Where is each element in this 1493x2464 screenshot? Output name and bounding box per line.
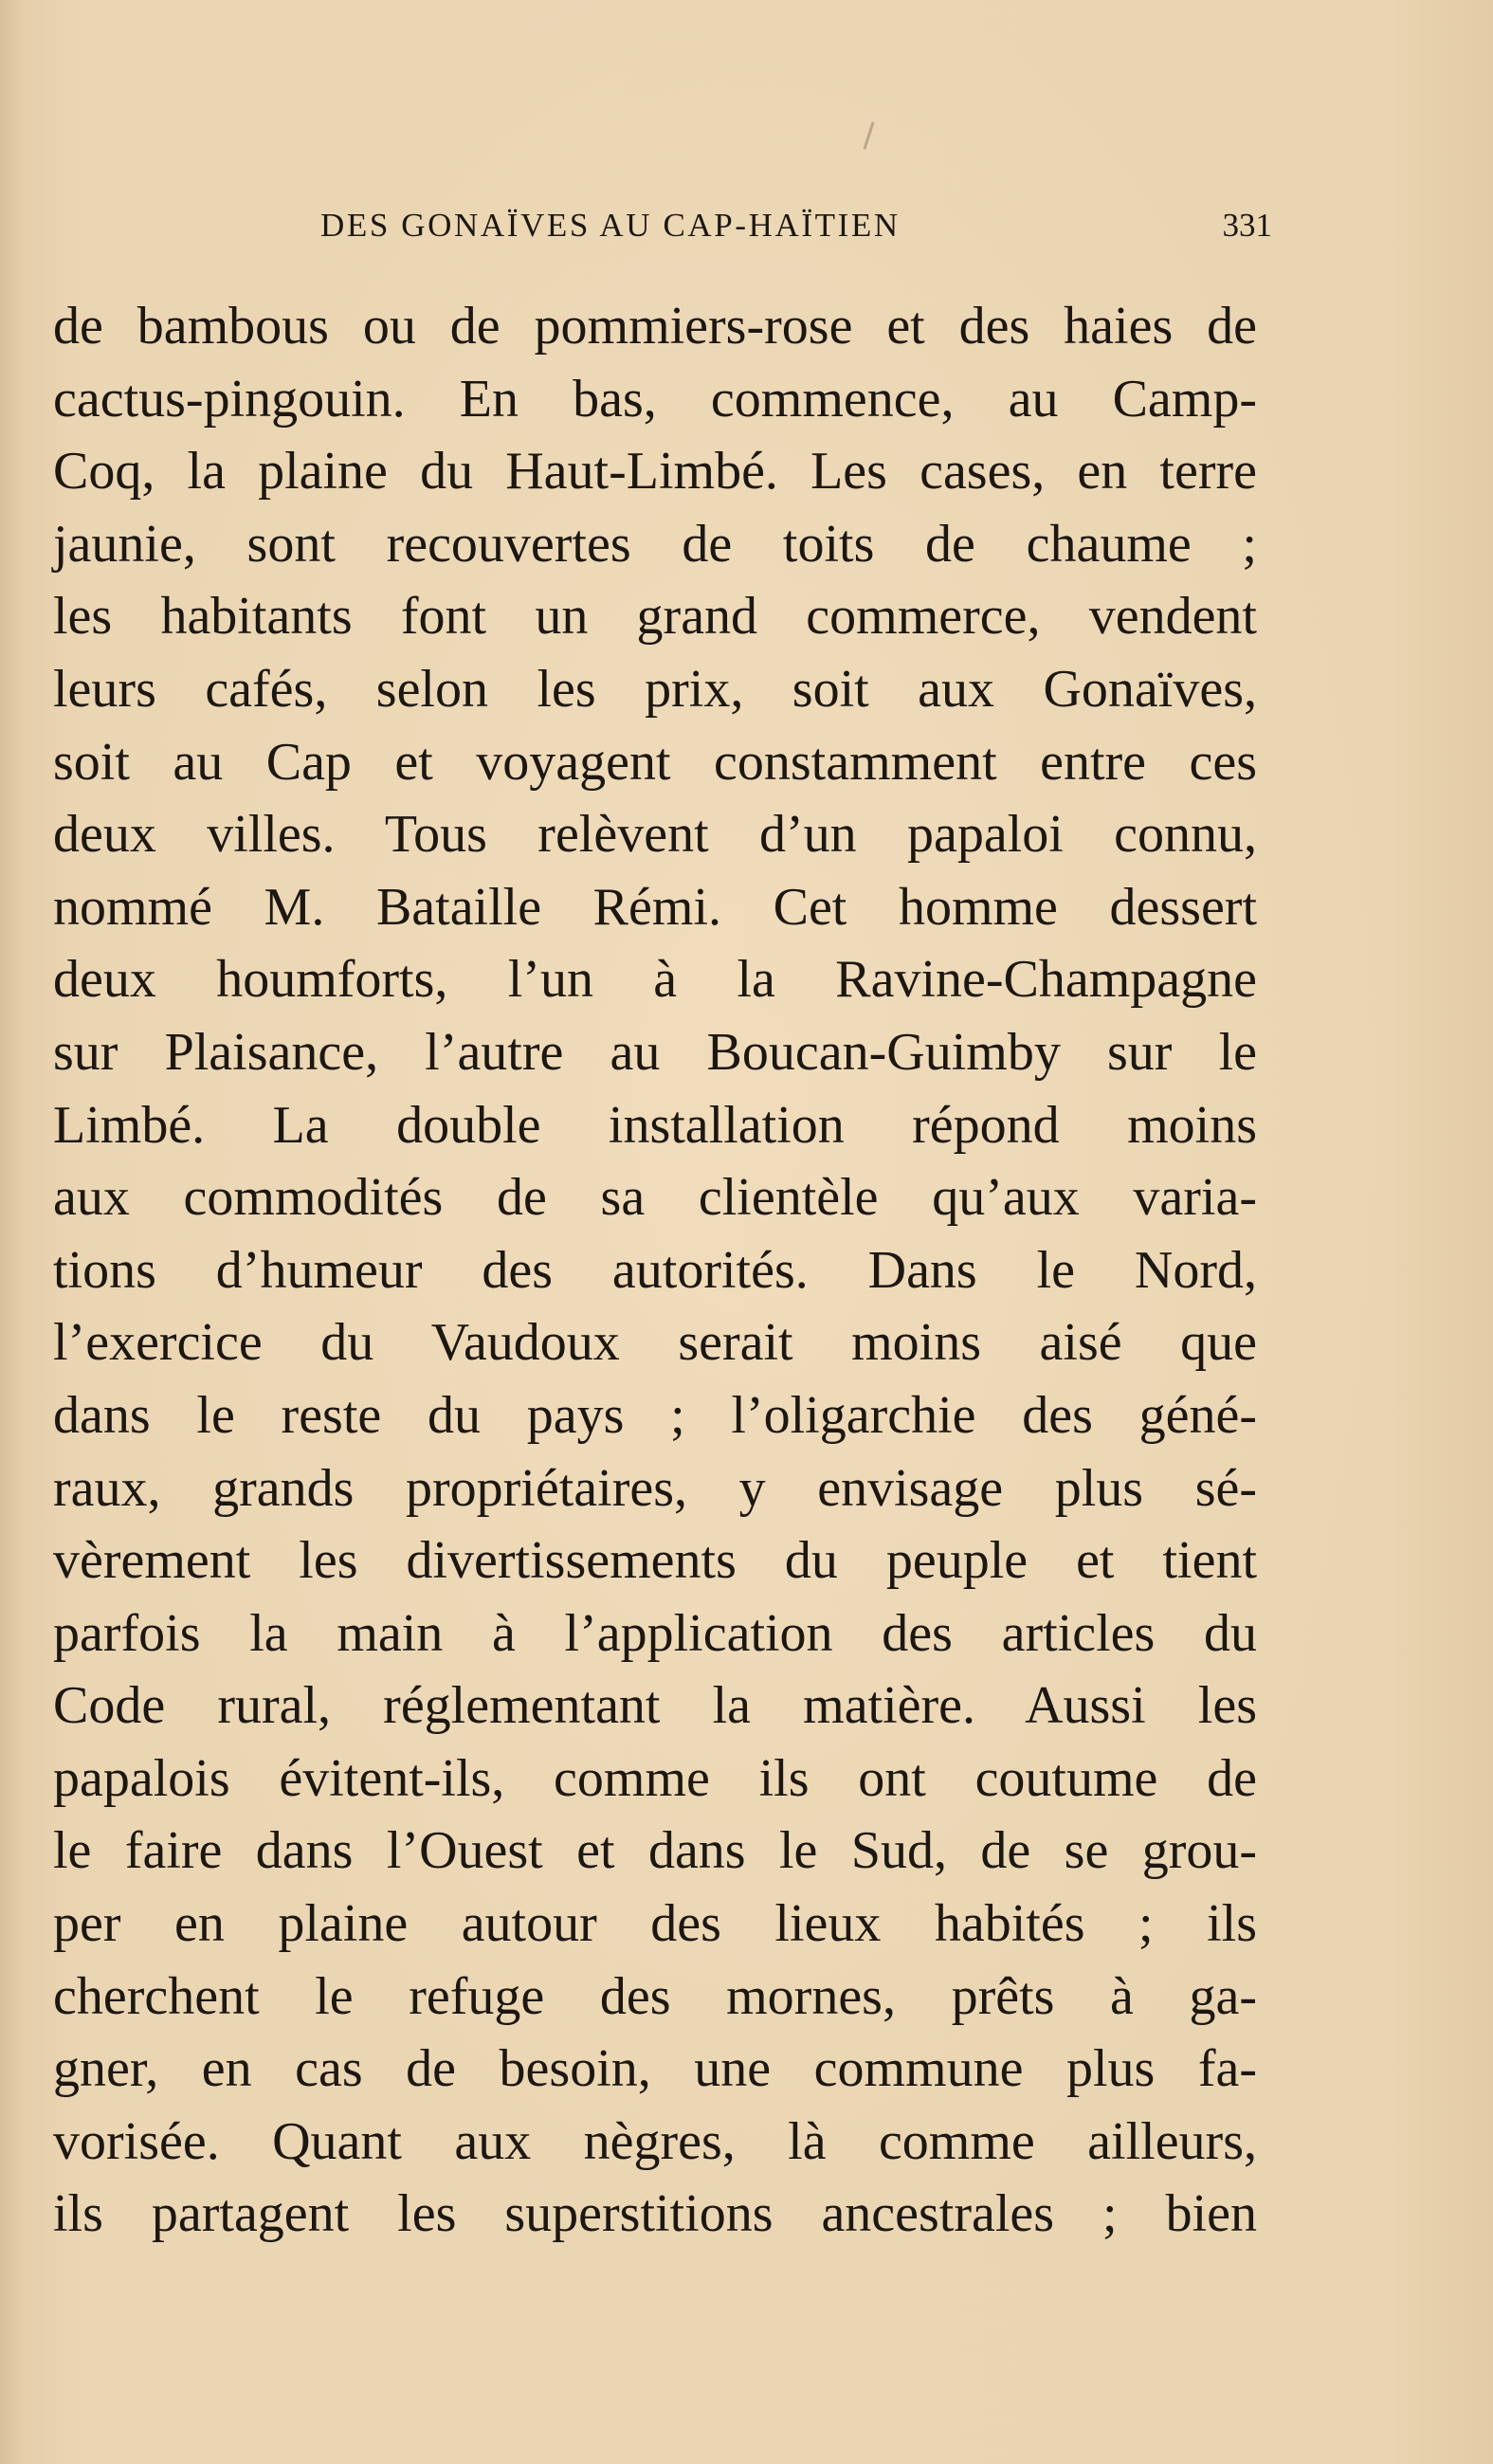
text-line: le faire dans l’Ouest et dans le Sud, de se grou- [53,1821,1257,1881]
text-line: gner, en cas de besoin, une commune plus fa- [53,2039,1257,2099]
text-line: leurs cafés, selon les prix, soit aux Gonaïves, [53,659,1257,719]
running-head: DES GONAÏVES AU CAP-HAÏTIEN [320,207,901,244]
text-line: ils partagent les superstitions ancestrales ; bien [53,2184,1257,2244]
page-number: 331 [1222,207,1272,244]
text-line: vorisée. Quant aux nègres, là comme ailleurs, [53,2111,1257,2171]
text-line: cactus-pingouin. En bas, commence, au Camp- [53,369,1257,429]
text-line: dans le reste du pays ; l’oligarchie des géné- [53,1385,1257,1445]
text-line: Code rural, réglementant la matière. Aussi les [53,1676,1257,1736]
pencil-mark [863,121,874,149]
text-line: tions d’humeur des autorités. Dans le Nord, [53,1240,1257,1300]
text-line: soit au Cap et voyagent constamment entre ces [53,732,1257,792]
text-line: Limbé. La double installation répond moins [53,1095,1257,1155]
text-line: aux commodités de sa clientèle qu’aux varia- [53,1168,1257,1228]
text-line: vèrement les divertissements du peuple et tient [53,1531,1257,1591]
text-line: deux houmforts, l’un à la Ravine-Champagne [53,950,1257,1010]
text-line: Coq, la plaine du Haut-Limbé. Les cases, en terre [53,442,1257,502]
text-line: per en plaine autour des lieux habités ; ils [53,1894,1257,1954]
text-line: de bambous ou de pommiers-rose et des haies de [53,297,1257,356]
text-line: sur Plaisance, l’autre au Boucan-Guimby sur le [53,1022,1257,1082]
text-line: raux, grands propriétaires, y envisage plus sé- [53,1458,1257,1518]
text-line: cherchent le refuge des mornes, prêts à ga- [53,1966,1257,2026]
text-line: l’exercice du Vaudoux serait moins aisé que [53,1313,1257,1373]
text-line: papalois évitent-ils, comme ils ont coutume de [53,1748,1257,1808]
body-text [53,290,1257,2251]
text-line: jaunie, sont recouvertes de toits de chaume ; [53,514,1257,574]
text-line: nommé M. Bataille Rémi. Cet homme dessert [53,877,1257,937]
text-line: les habitants font un grand commerce, vendent [53,587,1257,647]
text-line: parfois la main à l’application des articles du [53,1603,1257,1663]
text-line: deux villes. Tous relèvent d’un papaloi connu, [53,805,1257,865]
